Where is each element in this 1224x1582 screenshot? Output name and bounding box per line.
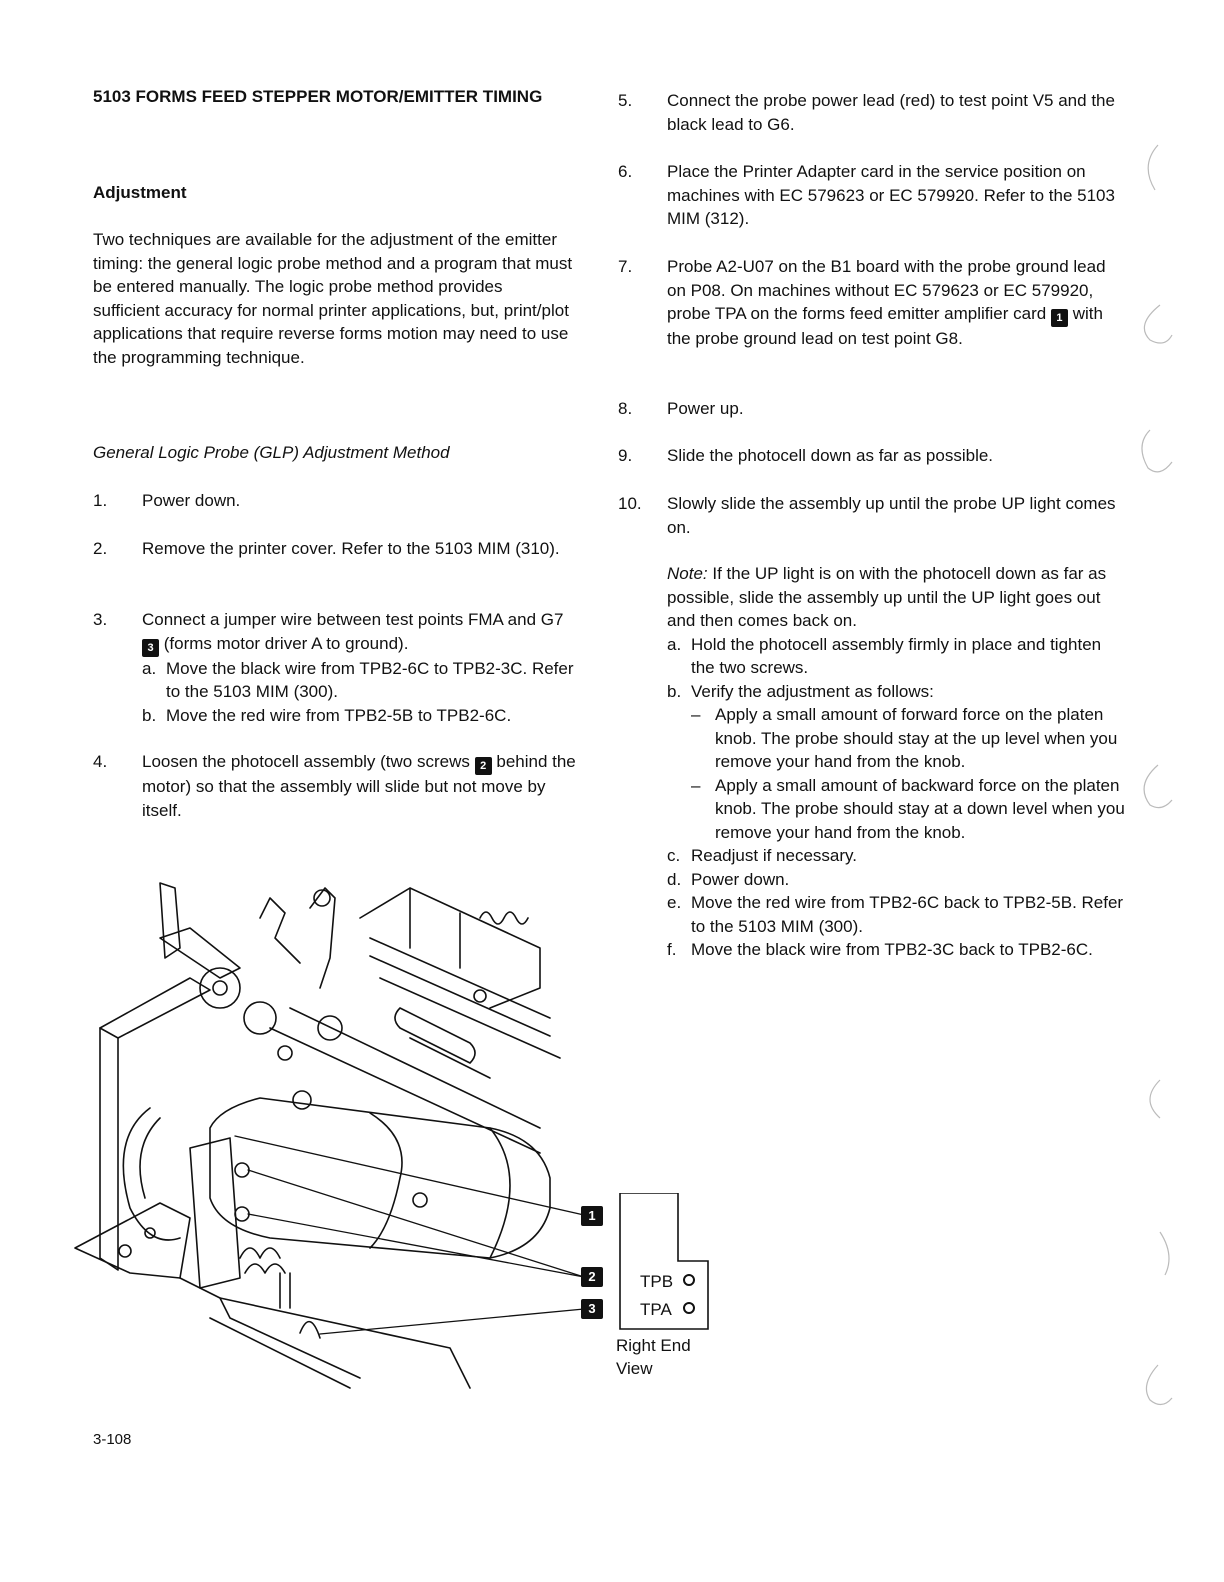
callout-key-2: 2 (581, 1267, 603, 1287)
note: Note: If the UP light is on with the photocell down as far as possible, slide the assembly up until the UP light goes out and then comes back on. (667, 564, 1107, 630)
callout-key-3: 3 (581, 1299, 603, 1319)
callout-key-3: 3 (142, 639, 159, 657)
page-number: 3-108 (93, 1431, 132, 1448)
step-number: 3. (93, 610, 108, 629)
figure-caption: Right End View (616, 1336, 691, 1378)
tp-label-tpa: TPA (640, 1300, 672, 1319)
step-number: 2. (93, 539, 108, 558)
verify-item: – Apply a small amount of forward force on the platen knob. The probe should stay at the up level when you remove your hand from the knob. (691, 705, 1118, 771)
substep-c: c. Readjust if necessary. (667, 846, 857, 865)
step-number: 8. (618, 399, 633, 418)
step-text: Connect a jumper wire between test points FMA and G7 3 (forms motor driver A to ground). (142, 608, 582, 657)
page-title: 5103 FORMS FEED STEPPER MOTOR/EMITTER TIMING (93, 87, 543, 106)
step-text: Probe A2-U07 on the B1 board with the probe ground lead on P08. On machines without EC 579623 or EC 579920, probe TPA on the forms feed emitter amplifier card 1 with the probe ground lead on test point G8. (667, 257, 1106, 348)
step-number: 1. (93, 491, 108, 510)
step-number: 4. (93, 752, 108, 771)
section-heading: Adjustment (93, 183, 187, 202)
step-text: Power up. (667, 399, 744, 418)
step-number: 10. (618, 494, 642, 513)
substep-a: a. Hold the photocell assembly firmly in place and tighten the two screws. (667, 634, 1102, 677)
intro-paragraph: Two techniques are available for the adjustment of the emitter timing: the general logic probe method and a program that must be entered manually. The logic probe method provides sufficient accuracy for normal printer applications, but, print/plot applications that require reverse forms motion may need to use the programming technique. (93, 230, 573, 367)
step-number: 6. (618, 162, 633, 181)
step-number: 5. (618, 91, 633, 110)
step-text: Loosen the photocell assembly (two screws 2 behind the motor) so that the assembly will slide but not move by itself. (142, 752, 576, 820)
verify-item: – Apply a small amount of backward force on the platen knob. The probe should stay at a down level when you remove your hand from the knob. (691, 775, 1125, 842)
step-text: Slowly slide the assembly up until the probe UP light comes on. (667, 494, 1116, 537)
step-text: Slide the photocell down as far as possible. (667, 446, 994, 465)
step-text: Connect the probe power lead (red) to test point V5 and the black lead to G6. (667, 91, 1115, 134)
step-number: 7. (618, 257, 633, 276)
substep-d: d. Power down. (667, 869, 790, 889)
substep-f: f. Move the black wire from TPB2-3C back to TPB2-6C. (667, 940, 1093, 959)
callout-key-1: 1 (581, 1206, 603, 1226)
step-text: Remove the printer cover. Refer to the 5103 MIM (310). (142, 539, 560, 558)
callout-key-2: 2 (475, 757, 492, 775)
tp-label-tpb: TPB (640, 1272, 674, 1291)
step-text: Power down. (142, 491, 241, 510)
substep-e: e. Move the red wire from TPB2-6C back to TPB2-5B. Refer to the 5103 MIM (300). (667, 893, 1124, 936)
method-heading: General Logic Probe (GLP) Adjustment Method (93, 443, 450, 462)
callout-key-1: 1 (1051, 309, 1068, 327)
substep-a: a. Move the black wire from TPB2-6C to TPB2-3C. Refer to the 5103 MIM (300). (142, 658, 574, 701)
step-text: Place the Printer Adapter card in the service position on machines with EC 579623 or EC 579920. Refer to the 5103 MIM (312). (667, 162, 1115, 228)
substep-b: b. Move the red wire from TPB2-5B to TPB2-6C. (142, 705, 512, 725)
step-number: 9. (618, 446, 633, 465)
substep-b: b. Verify the adjustment as follows: (667, 681, 934, 701)
